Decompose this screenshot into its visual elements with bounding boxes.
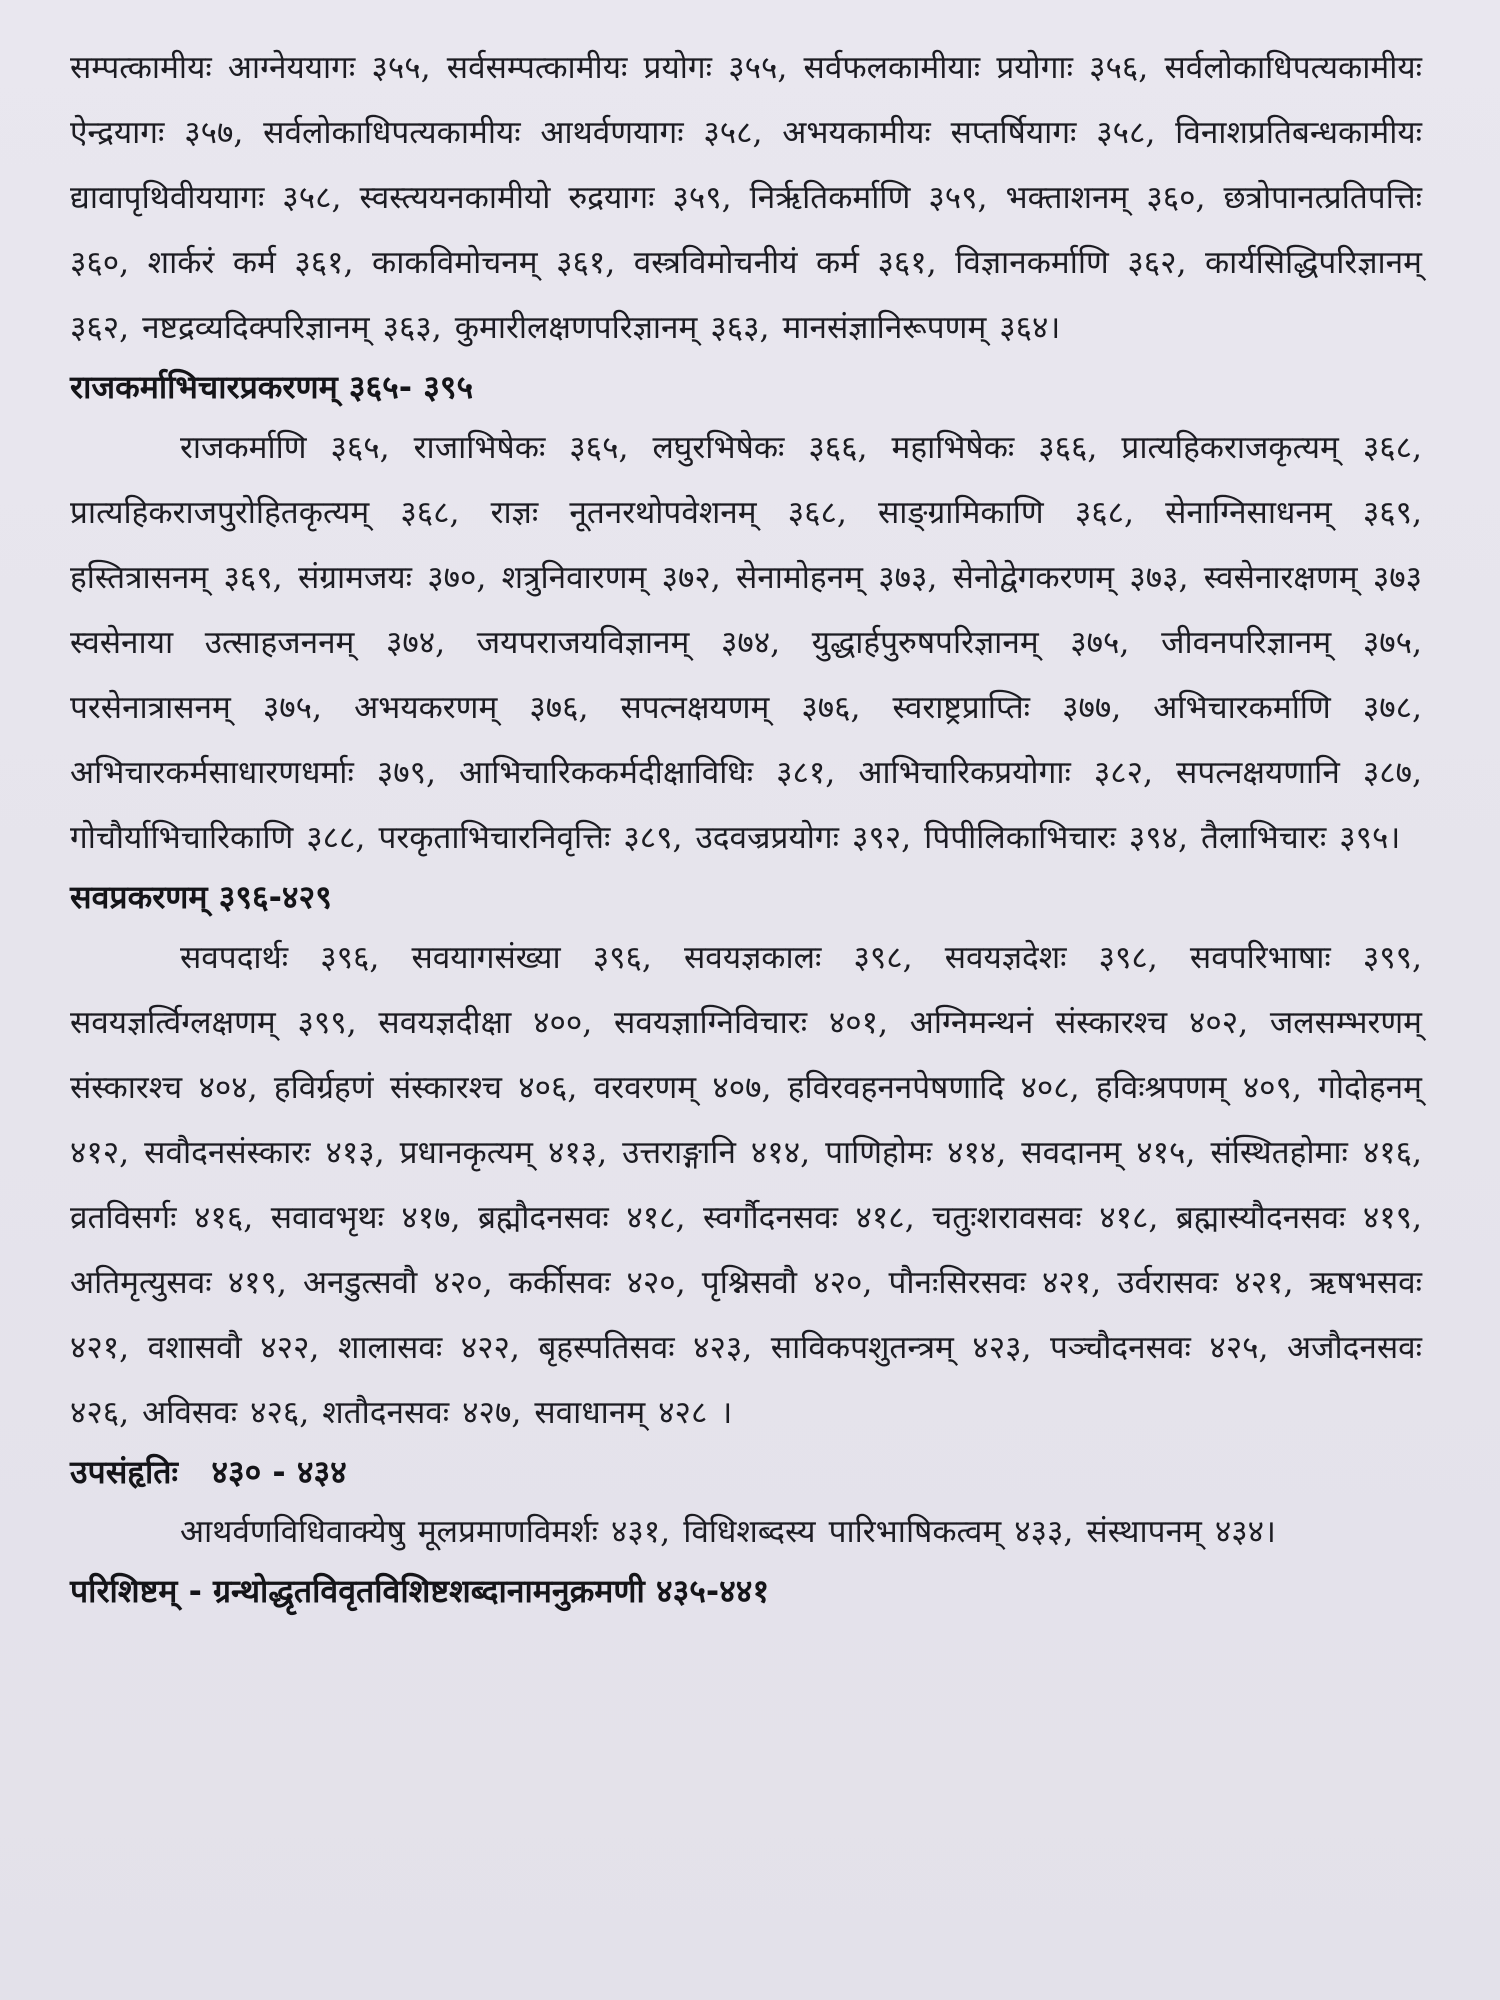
- para-upasamhriti: आथर्वणविधिवाक्येषु मूलप्रमाणविमर्शः ४३१, विधिशब्दस्य पारिभाषिकत्वम् ४३३, संस्थापनम् ४३४।: [180, 1514, 1276, 1551]
- heading-rajakarma: राजकर्माभिचारप्रकरणम् ३६५- ३९५: [70, 368, 474, 406]
- para-1: सम्पत्कामीयः आग्नेययागः ३५५, सर्वसम्पत्कामीयः प्रयोगः ३५५, सर्वफलकामीयाः प्रयोगाः ३५६, सर्वलोकाधिपत्यकामीयः ऐन्द्रयागः ३५७, सर्वलोकाधिपत्यकामीयः आथर्वणयागः ३५८, अभयकामीयः सप्तर्षियागः ३५८, विनाशप्रतिबन्धकामीयः द्यावापृथिवीययागः ३५८, स्वस्त्ययनकामीयो रुद्रयागः ३५९, निर्ऋतिकर्माणि ३५९, भक्ताशनम् ३६०, छत्रोपानत्प्रतिपत्तिः ३६०, शार्करं कर्म ३६१, काकविमोचनम् ३६१, वस्त्रविमोचनीयं कर्म ३६१, विज्ञानकर्माणि ३६२, कार्यसिद्धिपरिज्ञानम् ३६२, नष्टद्रव्यदिक्परिज्ञानम् ३६३, कुमारीलक्षणपरिज्ञानम् ३६३, मानसंज्ञानिरूपणम् ३६४।: [70, 50, 1422, 346]
- heading-upasamhriti: उपसंहृतिः ४३० - ४३४: [70, 1452, 347, 1491]
- heading-sava: सवप्रकरणम् ३९६-४२९: [70, 877, 332, 916]
- heading-parishishtam: परिशिष्टम् - ग्रन्थोद्धृतविवृतविशिष्टशब्दानामनुक्रमणी ४३५-४४१: [70, 1572, 770, 1611]
- para-sava: सवपदार्थः ३९६, सवयागसंख्या ३९६, सवयज्ञकालः ३९८, सवयज्ञदेशः ३९८, सवपरिभाषाः ३९९, सवयज्ञर्त्विग्लक्षणम् ३९९, सवयज्ञदीक्षा ४००, सवयज्ञाग्निविचारः ४०१, अग्निमन्थनं संस्कारश्च ४०२, जलसम्भरणम् संस्कारश्च ४०४, हविर्ग्रहणं संस्कारश्च ४०६, वरवरणम् ४०७, हविरवहननपेषणादि ४०८, हविःश्रपणम् ४०९, गोदोहनम् ४१२, सवौदनसंस्कारः ४१३, प्रधानकृत्यम् ४१३, उत्तराङ्गानि ४१४, पाणिहोमः ४१४, सवदानम् ४१५, संस्थितहोमाः ४१६, व्रतविसर्गः ४१६, सवावभृथः ४१७, ब्रह्मौदनसवः ४१८, स्वर्गौदनसवः ४१८, चतुःशरावसवः ४१८, ब्रह्मास्यौदनसवः ४१९, अतिमृत्युसवः ४१९, अनडुत्सवौ ४२०, कर्कीसवः ४२०, पृश्निसवौ ४२०, पौनःसिरसवः ४२१, उर्वरासवः ४२१, ऋषभसवः ४२१, वशासवौ ४२२, शालासवः ४२२, बृहस्पतिसवः ४२३, साविकपशुतन्त्रम् ४२३, पञ्चौदनसवः ४२५, अजौदनसवः ४२६, अविसवः ४२६, शतौदनसवः ४२७, सवाधानम् ४२८ ।: [70, 939, 1422, 1431]
- para-rajakarma: राजकर्माणि ३६५, राजाभिषेकः ३६५, लघुरभिषेकः ३६६, महाभिषेकः ३६६, प्रात्यहिकराजकृत्यम् ३६८, प्रात्यहिकराजपुरोहितकृत्यम् ३६८, राज्ञः नूतनरथोपवेशनम् ३६८, साङ्ग्रामिकाणि ३६८, सेनाग्निसाधनम् ३६९, हस्तित्रासनम् ३६९, संग्रामजयः ३७०, शत्रुनिवारणम् ३७२, सेनामोहनम् ३७३, सेनोद्वेगकरणम् ३७३, स्वसेनारक्षणम् ३७३ स्वसेनाया उत्साहजननम् ३७४, जयपराजयविज्ञानम् ३७४, युद्धार्हपुरुषपरिज्ञानम् ३७५, जीवनपरिज्ञानम् ३७५, परसेनात्रासनम् ३७५, अभयकरणम् ३७६, सपत्नक्षयणम् ३७६, स्वराष्ट्रप्राप्तिः ३७७, अभिचारकर्माणि ३७८, अभिचारकर्मसाधारणधर्माः ३७९, आभिचारिककर्मदीक्षाविधिः ३८१, आभिचारिकप्रयोगाः ३८२, सपत्नक्षयणानि ३८७, गोचौर्याभिचारिकाणि ३८८, परकृताभिचारनिवृत्तिः ३८९, उदवज्रप्रयोगः ३९२, पिपीलिकाभिचारः ३९४, तैलाभिचारः ३९५।: [70, 429, 1422, 856]
